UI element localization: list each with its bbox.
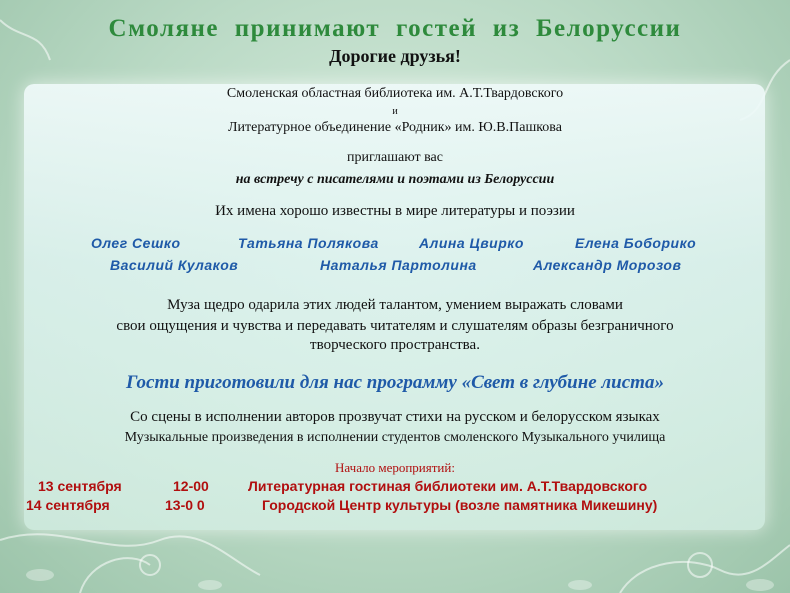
event-date: 14 сентября	[26, 497, 110, 513]
writer-name: Татьяна Полякова	[238, 235, 379, 251]
page-title: Смоляне принимают гостей из Белоруссии	[108, 15, 682, 42]
organizer-conjunction: и	[392, 106, 398, 117]
description-line-2: свои ощущения и чувства и передавать читателям и слушателям образы безграничного	[116, 318, 674, 334]
intro-text: Их имена хорошо известны в мире литературы и поэзии	[215, 203, 575, 219]
invitation-line-2: на встречу с писателями и поэтами из Белоруссии	[235, 172, 555, 187]
greeting: Дорогие друзья!	[329, 46, 461, 66]
event-time: 12-00	[173, 478, 209, 494]
description-line-3: творческого пространства.	[310, 337, 480, 353]
writer-name: Александр Морозов	[533, 257, 682, 273]
program-detail-1: Со сцены в исполнении авторов прозвучат стихи на русском и белорусском языках	[130, 409, 660, 425]
program-detail-2: Музыкальные произведения в исполнении студентов смоленского Музыкального училища	[124, 430, 666, 445]
event-place: Городской Центр культуры (возле памятника Микешину)	[262, 497, 658, 513]
organizer-line-1: Смоленская областная библиотека им. А.Т.Твардовского	[226, 86, 564, 101]
writer-name: Елена Боборико	[575, 235, 697, 251]
schedule-heading: Начало мероприятий:	[335, 460, 455, 475]
organizer-line-2: Литературное объединение «Родник» им. Ю.В.Пашкова	[228, 120, 562, 135]
program-title: Гости приготовили для нас программу «Свет в глубине листа»	[126, 372, 664, 393]
event-time: 13-0 0	[165, 497, 205, 513]
event-place: Литературная гостиная библиотеки им. А.Т.Твардовского	[248, 478, 648, 494]
invitation-line-1: приглашают вас	[347, 150, 443, 165]
writer-name: Алина Цвирко	[419, 235, 524, 251]
writer-name: Олег Сешко	[91, 235, 181, 251]
writer-name: Наталья Партолина	[320, 257, 477, 273]
writer-name: Василий Кулаков	[110, 257, 239, 273]
event-date: 13 сентября	[38, 478, 122, 494]
description-line-1: Муза щедро одарила этих людей талантом, умением выражать словами	[167, 297, 623, 313]
